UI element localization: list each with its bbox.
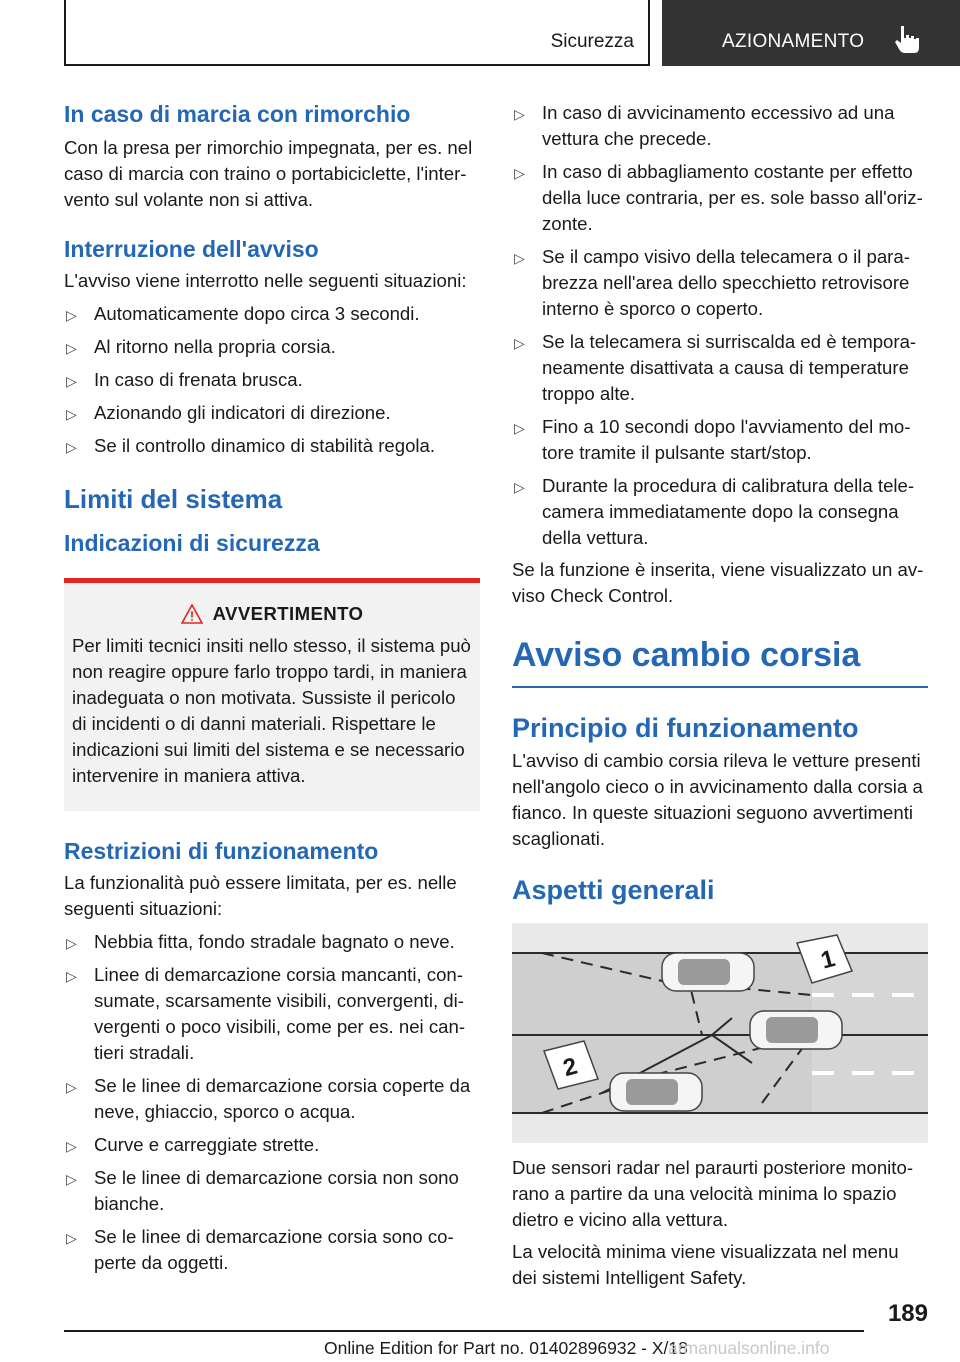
list-item: ▷ Nebbia fitta, fondo stradale bagnato o neve.	[64, 929, 480, 955]
bullet-triangle-icon: ▷	[66, 967, 77, 984]
warning-header	[72, 603, 472, 625]
list-item: ▷ In caso di abbagliamento costante per effetto della luce contraria, per es. sole basso all'orizzonte.	[514, 161, 923, 234]
camera-limits-list	[512, 100, 928, 551]
bullet-triangle-icon: ▷	[66, 306, 77, 323]
restrict-text: La funzionalità può essere limitata, per es. nelle seguenti situazioni:	[64, 871, 457, 919]
bullet-triangle-icon: ▷	[66, 934, 77, 951]
list-item: ▷ Se le linee di demarcazione corsia non sono bianche.	[66, 1166, 459, 1214]
car-ego	[750, 1011, 842, 1049]
bullet-triangle-icon: ▷	[66, 339, 77, 356]
list-item: ▷ Se il controllo dinamico di stabilità regola.	[64, 433, 480, 459]
list-item: ▷ Durante la procedura di calibratura della telecamera immediatamente dopo la consegna della vettura.	[514, 475, 915, 548]
interrupt-heading: Interruzione dell'avviso	[64, 235, 319, 262]
bullet-triangle-icon: ▷	[514, 420, 525, 436]
check-control-text: Se la funzione è inserita, viene visualizzato un avviso Check Control.	[512, 559, 924, 606]
warning-box	[64, 578, 480, 811]
footer-divider	[64, 1330, 864, 1332]
header-section-label: Sicurezza	[550, 31, 634, 52]
safety-heading: Indicazioni di sicurezza	[64, 530, 320, 556]
list-item: ▷ Al ritorno nella propria corsia.	[64, 334, 480, 360]
principle-heading: Principio di funzionamento	[512, 712, 859, 743]
right-column	[512, 100, 928, 1291]
svg-text:2: 2	[560, 1052, 581, 1082]
page-number: 189	[887, 1300, 928, 1327]
footer-edition: Online Edition for Part no. 01402896932 - X/18	[324, 1338, 688, 1358]
interrupt-list	[64, 301, 480, 459]
pointing-hand-icon	[894, 24, 920, 54]
list-item: ▷ Azionando gli indicatori di direzione.	[64, 400, 480, 426]
warning-text: Per limiti tecnici insiti nello stesso, il sistema può non reagire oppure farlo troppo tardi, in maniera inadeguata o non motivata. Sussiste il pericolo di incidenti o di danni materiali. Rispettare le indicazioni sui limiti del sistema e se necessario intervenire in maniera attiva.	[72, 634, 471, 786]
restrict-list	[64, 929, 480, 1276]
interrupt-text: L'avviso viene interrotto nelle seguenti situazioni:	[64, 269, 467, 291]
header-chapter-label: AZIONAMENTO	[722, 31, 865, 52]
svg-text:1: 1	[818, 944, 839, 975]
bullet-triangle-icon: ▷	[66, 438, 77, 455]
list-item: ▷ Se la telecamera si surriscalda ed è temporaneamente disattivata a causa di temperature troppo alte.	[514, 331, 917, 404]
bullet-triangle-icon: ▷	[514, 335, 525, 351]
bullet-triangle-icon: ▷	[514, 479, 525, 495]
lane-change-illustration	[512, 923, 928, 1143]
list-item: ▷ In caso di avvicinamento eccessivo ad una vettura che precede.	[514, 102, 895, 149]
warning-title: AVVERTIMENTO	[212, 602, 364, 624]
list-item: ▷ In caso di frenata brusca.	[64, 367, 480, 393]
car-front	[662, 953, 754, 991]
radar-text: Due sensori radar nel paraurti posteriore monitorano a partire da una velocità minima lo spazio dietro e vicino alla vettura.	[512, 1156, 914, 1230]
left-column	[64, 100, 480, 1276]
list-item: ▷ Se le linee di demarcazione corsia sono coperte da oggetti.	[66, 1225, 454, 1273]
general-heading: Aspetti generali	[512, 875, 715, 906]
footer-watermark: armanualsonline.info	[668, 1338, 830, 1358]
bullet-triangle-icon: ▷	[66, 372, 77, 389]
bullet-triangle-icon: ▷	[66, 1137, 77, 1154]
list-item: ▷ Linee di demarcazione corsia mancanti, consumate, scarsamente visibili, convergenti, divergenti o poco visibili, come per es. nei cantieri stradali.	[66, 963, 466, 1063]
bullet-triangle-icon: ▷	[66, 1170, 77, 1187]
bullet-triangle-icon: ▷	[66, 1078, 77, 1095]
bullet-triangle-icon: ▷	[514, 165, 525, 181]
list-item: ▷ Automaticamente dopo circa 3 secondi.	[64, 301, 480, 327]
header-chapter-tab	[662, 0, 960, 66]
list-item: ▷ Curve e carreggiate strette.	[64, 1132, 480, 1158]
car-rear	[610, 1073, 702, 1111]
limits-heading: Limiti del sistema	[64, 483, 283, 514]
trailer-heading: In caso di marcia con rimorchio	[64, 101, 411, 127]
bullet-triangle-icon: ▷	[66, 1229, 77, 1246]
trailer-text: Con la presa per rimorchio impegnata, per es. nel caso di marcia con traino o portabiciclette, l'intervento sul volante non si attiva.	[64, 136, 473, 210]
road-diagram	[512, 923, 928, 1143]
header-section-tab	[64, 0, 650, 66]
list-item: ▷ Se le linee di demarcazione corsia coperte da neve, ghiaccio, sporco o acqua.	[66, 1074, 471, 1122]
min-speed-text: La velocità minima viene visualizzata nel menu dei sistemi Intelligent Safety.	[512, 1240, 899, 1288]
bullet-triangle-icon: ▷	[66, 405, 77, 422]
list-item: ▷ Fino a 10 secondi dopo l'avviamento del motore tramite il pulsante start/stop.	[514, 416, 911, 463]
bullet-triangle-icon: ▷	[514, 250, 525, 266]
list-item: ▷ Se il campo visivo della telecamera o il parabrezza nell'area dello specchietto retrovisore interno è sporco o coperto.	[514, 246, 910, 319]
heading-divider	[512, 686, 928, 688]
lane-change-heading: Avviso cambio corsia	[512, 636, 861, 674]
principle-text: L'avviso di cambio corsia rileva le vetture presenti nell'angolo cieco o in avvicinamento dalla corsia a fianco. In queste situazioni seguono avvertimenti scaglionati.	[512, 750, 923, 850]
warning-triangle-icon	[181, 604, 203, 624]
bullet-triangle-icon: ▷	[514, 106, 525, 122]
restrict-heading: Restrizioni di funzionamento	[64, 837, 379, 864]
